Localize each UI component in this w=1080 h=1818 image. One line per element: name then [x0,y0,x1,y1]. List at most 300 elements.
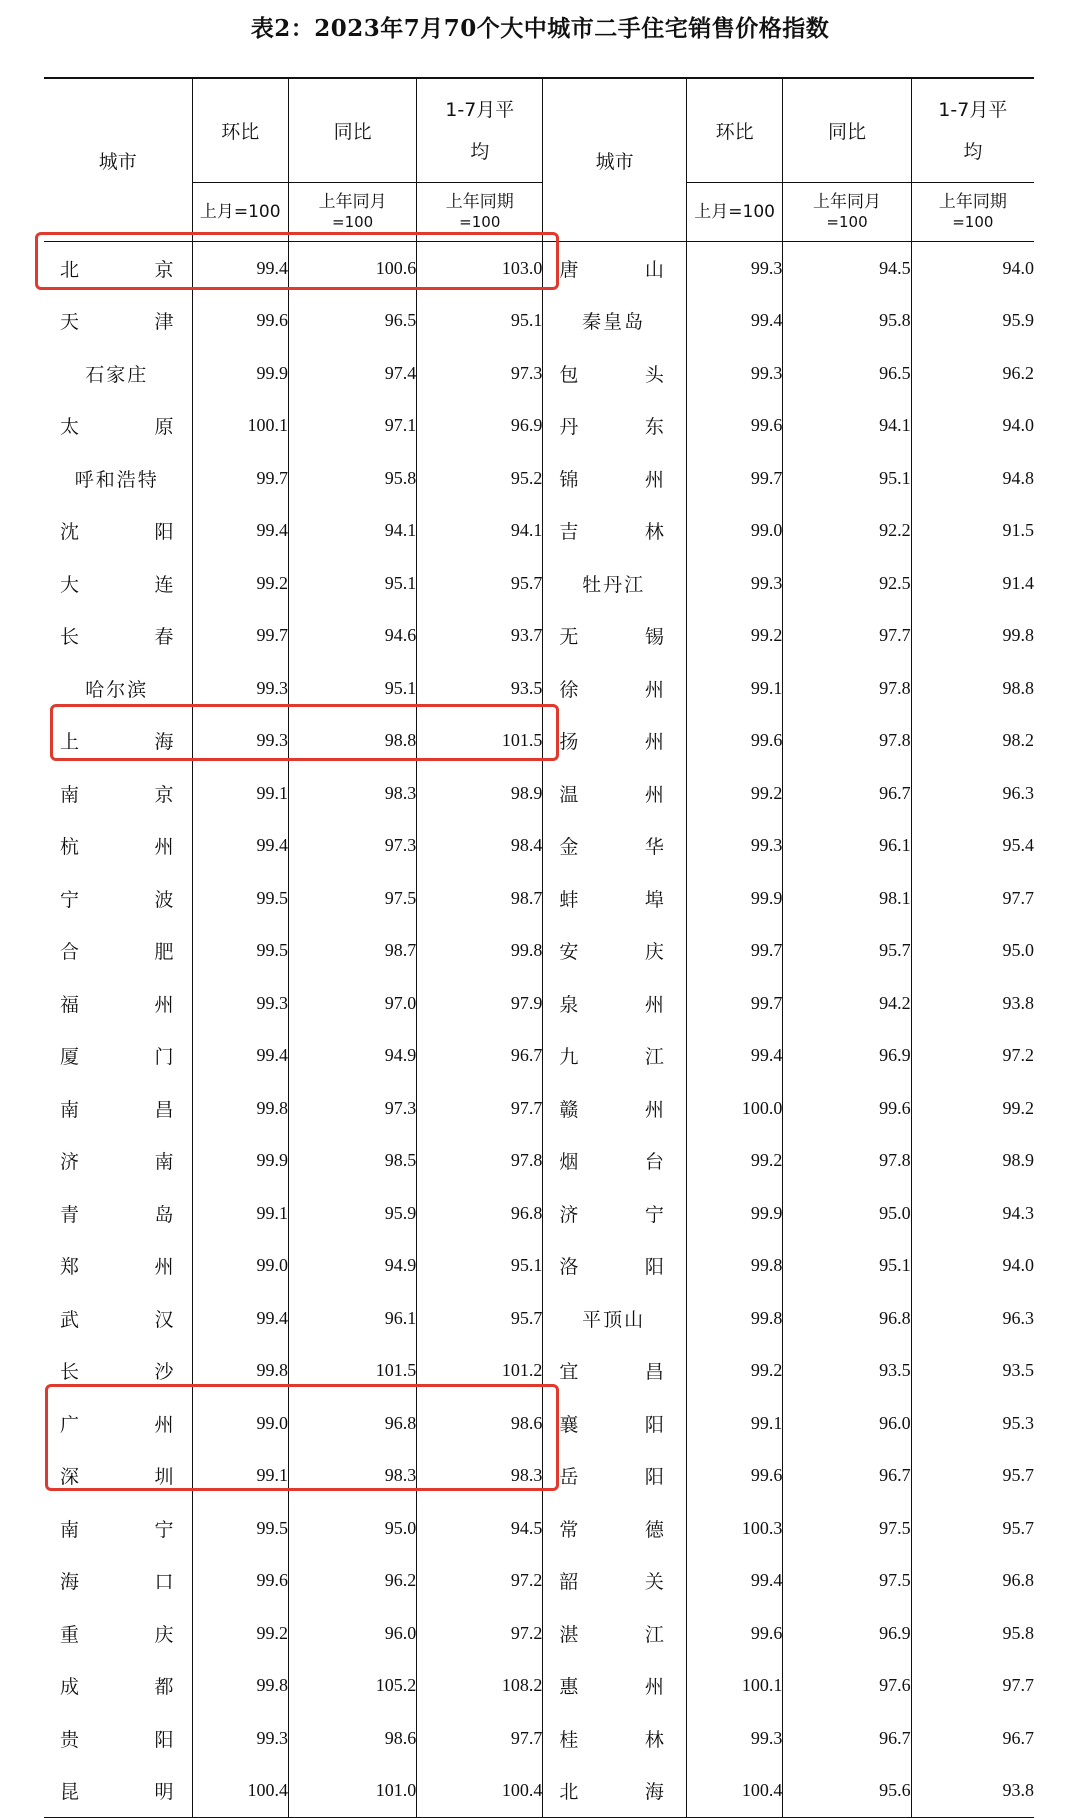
city-name: 宁 波 [60,888,174,911]
header-avg-base-right: 上年同期 =100 [911,183,1034,242]
right-yoy-cell: 97.8 [783,662,911,715]
city-name: 广 州 [60,1413,174,1436]
right-yoy-cell: 92.2 [783,505,911,558]
price-index-table [44,77,1034,1818]
city-name: 湛 江 [559,1623,664,1646]
left-mom-cell: 99.0 [192,1397,288,1450]
right-avg-cell: 97.7 [911,872,1034,925]
left-avg-cell: 99.8 [417,925,543,978]
city-name: 昆 明 [60,1781,174,1804]
left-city-cell [44,242,192,295]
right-city-cell [543,1607,687,1660]
left-mom-cell: 99.0 [192,1240,288,1293]
left-mom-cell: 99.9 [192,1135,288,1188]
left-yoy-cell: 95.1 [288,662,416,715]
city-name: 包 头 [559,363,664,386]
city-name: 青 岛 [60,1203,174,1226]
city-name: 安 庆 [559,941,664,964]
right-avg-cell: 96.7 [911,1712,1034,1765]
left-yoy-cell: 95.9 [288,1187,416,1240]
table-row [44,1030,1034,1083]
left-city-cell [44,925,192,978]
right-city-cell [543,1502,687,1555]
right-avg-cell: 95.7 [911,1450,1034,1503]
left-yoy-cell: 97.3 [288,820,416,873]
right-yoy-cell: 94.2 [783,977,911,1030]
city-name: 惠 州 [559,1676,664,1699]
right-city-cell [543,1397,687,1450]
left-city-cell [44,1240,192,1293]
right-yoy-cell: 97.6 [783,1660,911,1713]
city-name: 无 锡 [559,626,664,649]
table-row [44,1607,1034,1660]
right-city-cell [543,767,687,820]
left-yoy-cell: 97.1 [288,400,416,453]
header-mom-right: 环比 [686,78,782,183]
city-name: 石家庄 [85,363,149,386]
right-yoy-cell: 97.8 [783,1135,911,1188]
header-yoy-left: 同比 [288,78,416,183]
table-title: 表2：2023年7月70个大中城市二手住宅销售价格指数 [250,15,830,42]
city-name: 金 华 [559,836,664,859]
right-mom-cell: 99.8 [686,1240,782,1293]
left-mom-cell: 99.8 [192,1660,288,1713]
right-avg-cell: 96.2 [911,347,1034,400]
right-mom-cell: 99.3 [686,1712,782,1765]
left-avg-cell: 95.1 [417,1240,543,1293]
table-row [44,400,1034,453]
left-mom-cell: 99.1 [192,767,288,820]
header-yoy-base-left: 上年同月 =100 [288,183,416,242]
right-city-cell [543,400,687,453]
right-city-cell [543,662,687,715]
left-mom-cell: 99.3 [192,977,288,1030]
left-city-cell [44,1292,192,1345]
right-avg-cell: 94.8 [911,452,1034,505]
left-yoy-cell: 97.4 [288,347,416,400]
city-name: 南 京 [60,783,174,806]
left-yoy-cell: 105.2 [288,1660,416,1713]
left-yoy-cell: 98.7 [288,925,416,978]
left-city-cell [44,1555,192,1608]
right-avg-cell: 94.0 [911,242,1034,295]
right-avg-cell: 98.2 [911,715,1034,768]
city-name: 杭 州 [60,836,174,859]
left-mom-cell: 99.5 [192,925,288,978]
table-row [44,242,1034,295]
left-city-cell [44,1082,192,1135]
left-mom-cell: 99.7 [192,452,288,505]
left-yoy-cell: 98.5 [288,1135,416,1188]
city-name: 吉 林 [559,521,664,544]
right-city-cell [543,1292,687,1345]
left-mom-cell: 99.2 [192,1607,288,1660]
right-yoy-cell: 96.0 [783,1397,911,1450]
city-name: 太 原 [60,416,174,439]
city-name: 桂 林 [559,1728,664,1751]
right-avg-cell: 91.4 [911,557,1034,610]
city-name: 韶 关 [559,1571,664,1594]
left-avg-cell: 101.2 [417,1345,543,1398]
table-row [44,1555,1034,1608]
right-city-cell [543,1712,687,1765]
right-yoy-cell: 96.9 [783,1030,911,1083]
left-yoy-cell: 100.6 [288,242,416,295]
right-yoy-cell: 95.7 [783,925,911,978]
right-yoy-cell: 95.1 [783,452,911,505]
city-name: 成 都 [60,1676,174,1699]
right-yoy-cell: 96.7 [783,1450,911,1503]
right-yoy-cell: 97.8 [783,715,911,768]
left-mom-cell: 99.9 [192,347,288,400]
right-avg-cell: 99.8 [911,610,1034,663]
left-city-cell [44,662,192,715]
left-yoy-cell: 96.8 [288,1397,416,1450]
right-mom-cell: 100.0 [686,1082,782,1135]
city-name: 天 津 [60,311,174,334]
right-avg-cell: 96.3 [911,1292,1034,1345]
header-avg-base-left: 上年同期 =100 [417,183,543,242]
header-yoy-right: 同比 [783,78,911,183]
city-name: 烟 台 [559,1151,664,1174]
right-city-cell [543,557,687,610]
left-city-cell [44,1397,192,1450]
right-mom-cell: 99.8 [686,1292,782,1345]
left-mom-cell: 99.4 [192,1292,288,1345]
left-avg-cell: 98.4 [417,820,543,873]
right-mom-cell: 99.7 [686,977,782,1030]
city-name: 大 连 [60,573,174,596]
left-city-cell [44,610,192,663]
table-row [44,1292,1034,1345]
right-avg-cell: 96.8 [911,1555,1034,1608]
right-mom-cell: 99.2 [686,610,782,663]
header-yoy-base-right: 上年同月 =100 [783,183,911,242]
city-name: 济 宁 [559,1203,664,1226]
left-yoy-cell: 94.9 [288,1030,416,1083]
left-avg-cell: 98.6 [417,1397,543,1450]
left-avg-cell: 94.1 [417,505,543,558]
right-yoy-cell: 92.5 [783,557,911,610]
left-city-cell [44,1345,192,1398]
right-avg-cell: 93.5 [911,1345,1034,1398]
header-mom-base-right: 上月=100 [686,183,782,242]
city-name: 郑 州 [60,1256,174,1279]
right-city-cell [543,1030,687,1083]
right-mom-cell: 99.9 [686,1187,782,1240]
right-avg-cell: 94.0 [911,1240,1034,1293]
left-mom-cell: 99.3 [192,715,288,768]
right-city-cell [543,1660,687,1713]
right-city-cell [543,1240,687,1293]
right-yoy-cell: 97.5 [783,1502,911,1555]
left-city-cell [44,715,192,768]
table-row [44,715,1034,768]
table-row [44,1712,1034,1765]
right-yoy-cell: 96.8 [783,1292,911,1345]
left-city-cell [44,1502,192,1555]
left-mom-cell: 100.4 [192,1765,288,1818]
right-mom-cell: 99.3 [686,557,782,610]
city-name: 平顶山 [582,1308,646,1331]
left-mom-cell: 99.6 [192,295,288,348]
left-yoy-cell: 96.0 [288,1607,416,1660]
city-name: 福 州 [60,993,174,1016]
table-row [44,1397,1034,1450]
right-mom-cell: 100.1 [686,1660,782,1713]
header-mom-left: 环比 [192,78,288,183]
city-name: 岳 阳 [559,1466,664,1489]
left-city-cell [44,1187,192,1240]
left-avg-cell: 97.7 [417,1712,543,1765]
right-mom-cell: 99.6 [686,1607,782,1660]
table-row [44,977,1034,1030]
left-mom-cell: 99.2 [192,557,288,610]
right-city-cell [543,1082,687,1135]
left-avg-cell: 94.5 [417,1502,543,1555]
right-city-cell [543,295,687,348]
left-yoy-cell: 95.1 [288,557,416,610]
left-yoy-cell: 98.8 [288,715,416,768]
right-yoy-cell: 96.5 [783,347,911,400]
table-row [44,1660,1034,1713]
left-avg-cell: 98.9 [417,767,543,820]
header-avg-right: 1-7月平 均 [911,78,1034,183]
city-name: 常 德 [559,1518,664,1541]
right-mom-cell: 99.6 [686,400,782,453]
left-city-cell [44,347,192,400]
right-city-cell [543,1135,687,1188]
city-name: 赣 州 [559,1098,664,1121]
left-yoy-cell: 96.2 [288,1555,416,1608]
table-row [44,1187,1034,1240]
left-mom-cell: 99.3 [192,662,288,715]
right-city-cell [543,977,687,1030]
right-mom-cell: 99.6 [686,715,782,768]
right-mom-cell: 100.4 [686,1765,782,1818]
left-city-cell [44,1607,192,1660]
city-name: 锦 州 [559,468,664,491]
right-mom-cell: 99.1 [686,1397,782,1450]
right-mom-cell: 99.3 [686,820,782,873]
city-name: 秦皇岛 [582,311,646,334]
left-mom-cell: 99.4 [192,505,288,558]
city-name: 长 沙 [60,1361,174,1384]
city-name: 南 宁 [60,1518,174,1541]
right-mom-cell: 99.2 [686,1345,782,1398]
right-mom-cell: 99.4 [686,295,782,348]
left-avg-cell: 101.5 [417,715,543,768]
city-name: 呼和浩特 [74,468,159,491]
left-mom-cell: 99.8 [192,1082,288,1135]
left-city-cell [44,505,192,558]
right-mom-cell: 99.9 [686,872,782,925]
header-city-left: 城市 [44,78,192,242]
left-avg-cell: 98.7 [417,872,543,925]
left-avg-cell: 93.5 [417,662,543,715]
city-name: 海 口 [60,1571,174,1594]
right-city-cell [543,347,687,400]
left-avg-cell: 95.7 [417,557,543,610]
right-avg-cell: 95.9 [911,295,1034,348]
right-avg-cell: 91.5 [911,505,1034,558]
left-avg-cell: 95.7 [417,1292,543,1345]
table-row [44,347,1034,400]
right-mom-cell: 99.0 [686,505,782,558]
right-city-cell [543,242,687,295]
right-mom-cell: 99.6 [686,1450,782,1503]
right-mom-cell: 99.4 [686,1030,782,1083]
left-mom-cell: 100.1 [192,400,288,453]
left-avg-cell: 100.4 [417,1765,543,1818]
right-avg-cell: 94.0 [911,400,1034,453]
right-city-cell [543,1555,687,1608]
header-avg-left: 1-7月平 均 [417,78,543,183]
left-city-cell [44,1660,192,1713]
right-yoy-cell: 96.7 [783,767,911,820]
right-yoy-cell: 95.8 [783,295,911,348]
right-city-cell [543,715,687,768]
table-row [44,1240,1034,1293]
left-avg-cell: 97.2 [417,1555,543,1608]
left-mom-cell: 99.4 [192,1030,288,1083]
left-yoy-cell: 94.6 [288,610,416,663]
right-yoy-cell: 97.7 [783,610,911,663]
left-avg-cell: 108.2 [417,1660,543,1713]
left-avg-cell: 97.9 [417,977,543,1030]
left-mom-cell: 99.3 [192,1712,288,1765]
right-mom-cell: 99.7 [686,925,782,978]
right-mom-cell: 99.2 [686,1135,782,1188]
city-name: 洛 阳 [559,1256,664,1279]
left-yoy-cell: 98.3 [288,1450,416,1503]
city-name: 泉 州 [559,993,664,1016]
right-city-cell [543,452,687,505]
right-mom-cell: 99.2 [686,767,782,820]
left-yoy-cell: 97.5 [288,872,416,925]
city-name: 济 南 [60,1151,174,1174]
left-city-cell [44,557,192,610]
right-avg-cell: 96.3 [911,767,1034,820]
left-avg-cell: 96.9 [417,400,543,453]
left-avg-cell: 97.8 [417,1135,543,1188]
right-mom-cell: 99.3 [686,242,782,295]
left-city-cell [44,872,192,925]
right-yoy-cell: 95.6 [783,1765,911,1818]
city-name: 南 昌 [60,1098,174,1121]
right-yoy-cell: 94.1 [783,400,911,453]
right-avg-cell: 97.2 [911,1030,1034,1083]
table-row [44,1082,1034,1135]
left-city-cell [44,452,192,505]
right-mom-cell: 99.4 [686,1555,782,1608]
city-name: 唐 山 [559,258,664,281]
right-mom-cell: 99.7 [686,452,782,505]
left-mom-cell: 99.6 [192,1555,288,1608]
table-row [44,925,1034,978]
table-row [44,452,1034,505]
right-yoy-cell: 99.6 [783,1082,911,1135]
left-mom-cell: 99.1 [192,1450,288,1503]
table-row [44,295,1034,348]
right-avg-cell: 99.2 [911,1082,1034,1135]
left-yoy-cell: 94.1 [288,505,416,558]
right-yoy-cell: 95.0 [783,1187,911,1240]
left-yoy-cell: 98.3 [288,767,416,820]
table-row [44,1502,1034,1555]
left-city-cell [44,977,192,1030]
right-city-cell [543,925,687,978]
left-city-cell [44,1135,192,1188]
city-name: 长 春 [60,626,174,649]
right-city-cell [543,610,687,663]
city-name: 深 圳 [60,1466,174,1489]
table-row [44,505,1034,558]
left-avg-cell: 98.3 [417,1450,543,1503]
right-city-cell [543,1187,687,1240]
left-mom-cell: 99.5 [192,1502,288,1555]
city-name: 徐 州 [559,678,664,701]
right-mom-cell: 99.3 [686,347,782,400]
city-name: 襄 阳 [559,1413,664,1436]
city-name: 厦 门 [60,1046,174,1069]
left-city-cell [44,295,192,348]
table-row [44,872,1034,925]
left-yoy-cell: 94.9 [288,1240,416,1293]
table-row [44,610,1034,663]
left-avg-cell: 93.7 [417,610,543,663]
right-city-cell [543,872,687,925]
city-name: 宜 昌 [559,1361,664,1384]
right-mom-cell: 99.1 [686,662,782,715]
left-yoy-cell: 96.5 [288,295,416,348]
right-yoy-cell: 96.1 [783,820,911,873]
right-avg-cell: 95.7 [911,1502,1034,1555]
right-avg-cell: 93.8 [911,977,1034,1030]
left-city-cell [44,1765,192,1818]
left-mom-cell: 99.4 [192,242,288,295]
right-yoy-cell: 97.5 [783,1555,911,1608]
left-avg-cell: 96.8 [417,1187,543,1240]
city-name: 合 肥 [60,941,174,964]
right-mom-cell: 100.3 [686,1502,782,1555]
city-name: 贵 阳 [60,1728,174,1751]
city-name: 牡丹江 [582,573,646,596]
left-yoy-cell: 95.8 [288,452,416,505]
table-row [44,662,1034,715]
left-city-cell [44,820,192,873]
header-city-right: 城市 [543,78,687,242]
right-avg-cell: 98.8 [911,662,1034,715]
right-city-cell [543,1450,687,1503]
right-yoy-cell: 98.1 [783,872,911,925]
right-city-cell [543,505,687,558]
right-avg-cell: 95.4 [911,820,1034,873]
left-city-cell [44,400,192,453]
right-avg-cell: 95.8 [911,1607,1034,1660]
left-avg-cell: 97.3 [417,347,543,400]
left-city-cell [44,1450,192,1503]
right-avg-cell: 95.0 [911,925,1034,978]
right-city-cell [543,1765,687,1818]
city-name: 北 海 [559,1781,664,1804]
left-yoy-cell: 95.0 [288,1502,416,1555]
right-city-cell [543,820,687,873]
left-city-cell [44,767,192,820]
right-yoy-cell: 95.1 [783,1240,911,1293]
city-name: 沈 阳 [60,521,174,544]
left-yoy-cell: 101.5 [288,1345,416,1398]
